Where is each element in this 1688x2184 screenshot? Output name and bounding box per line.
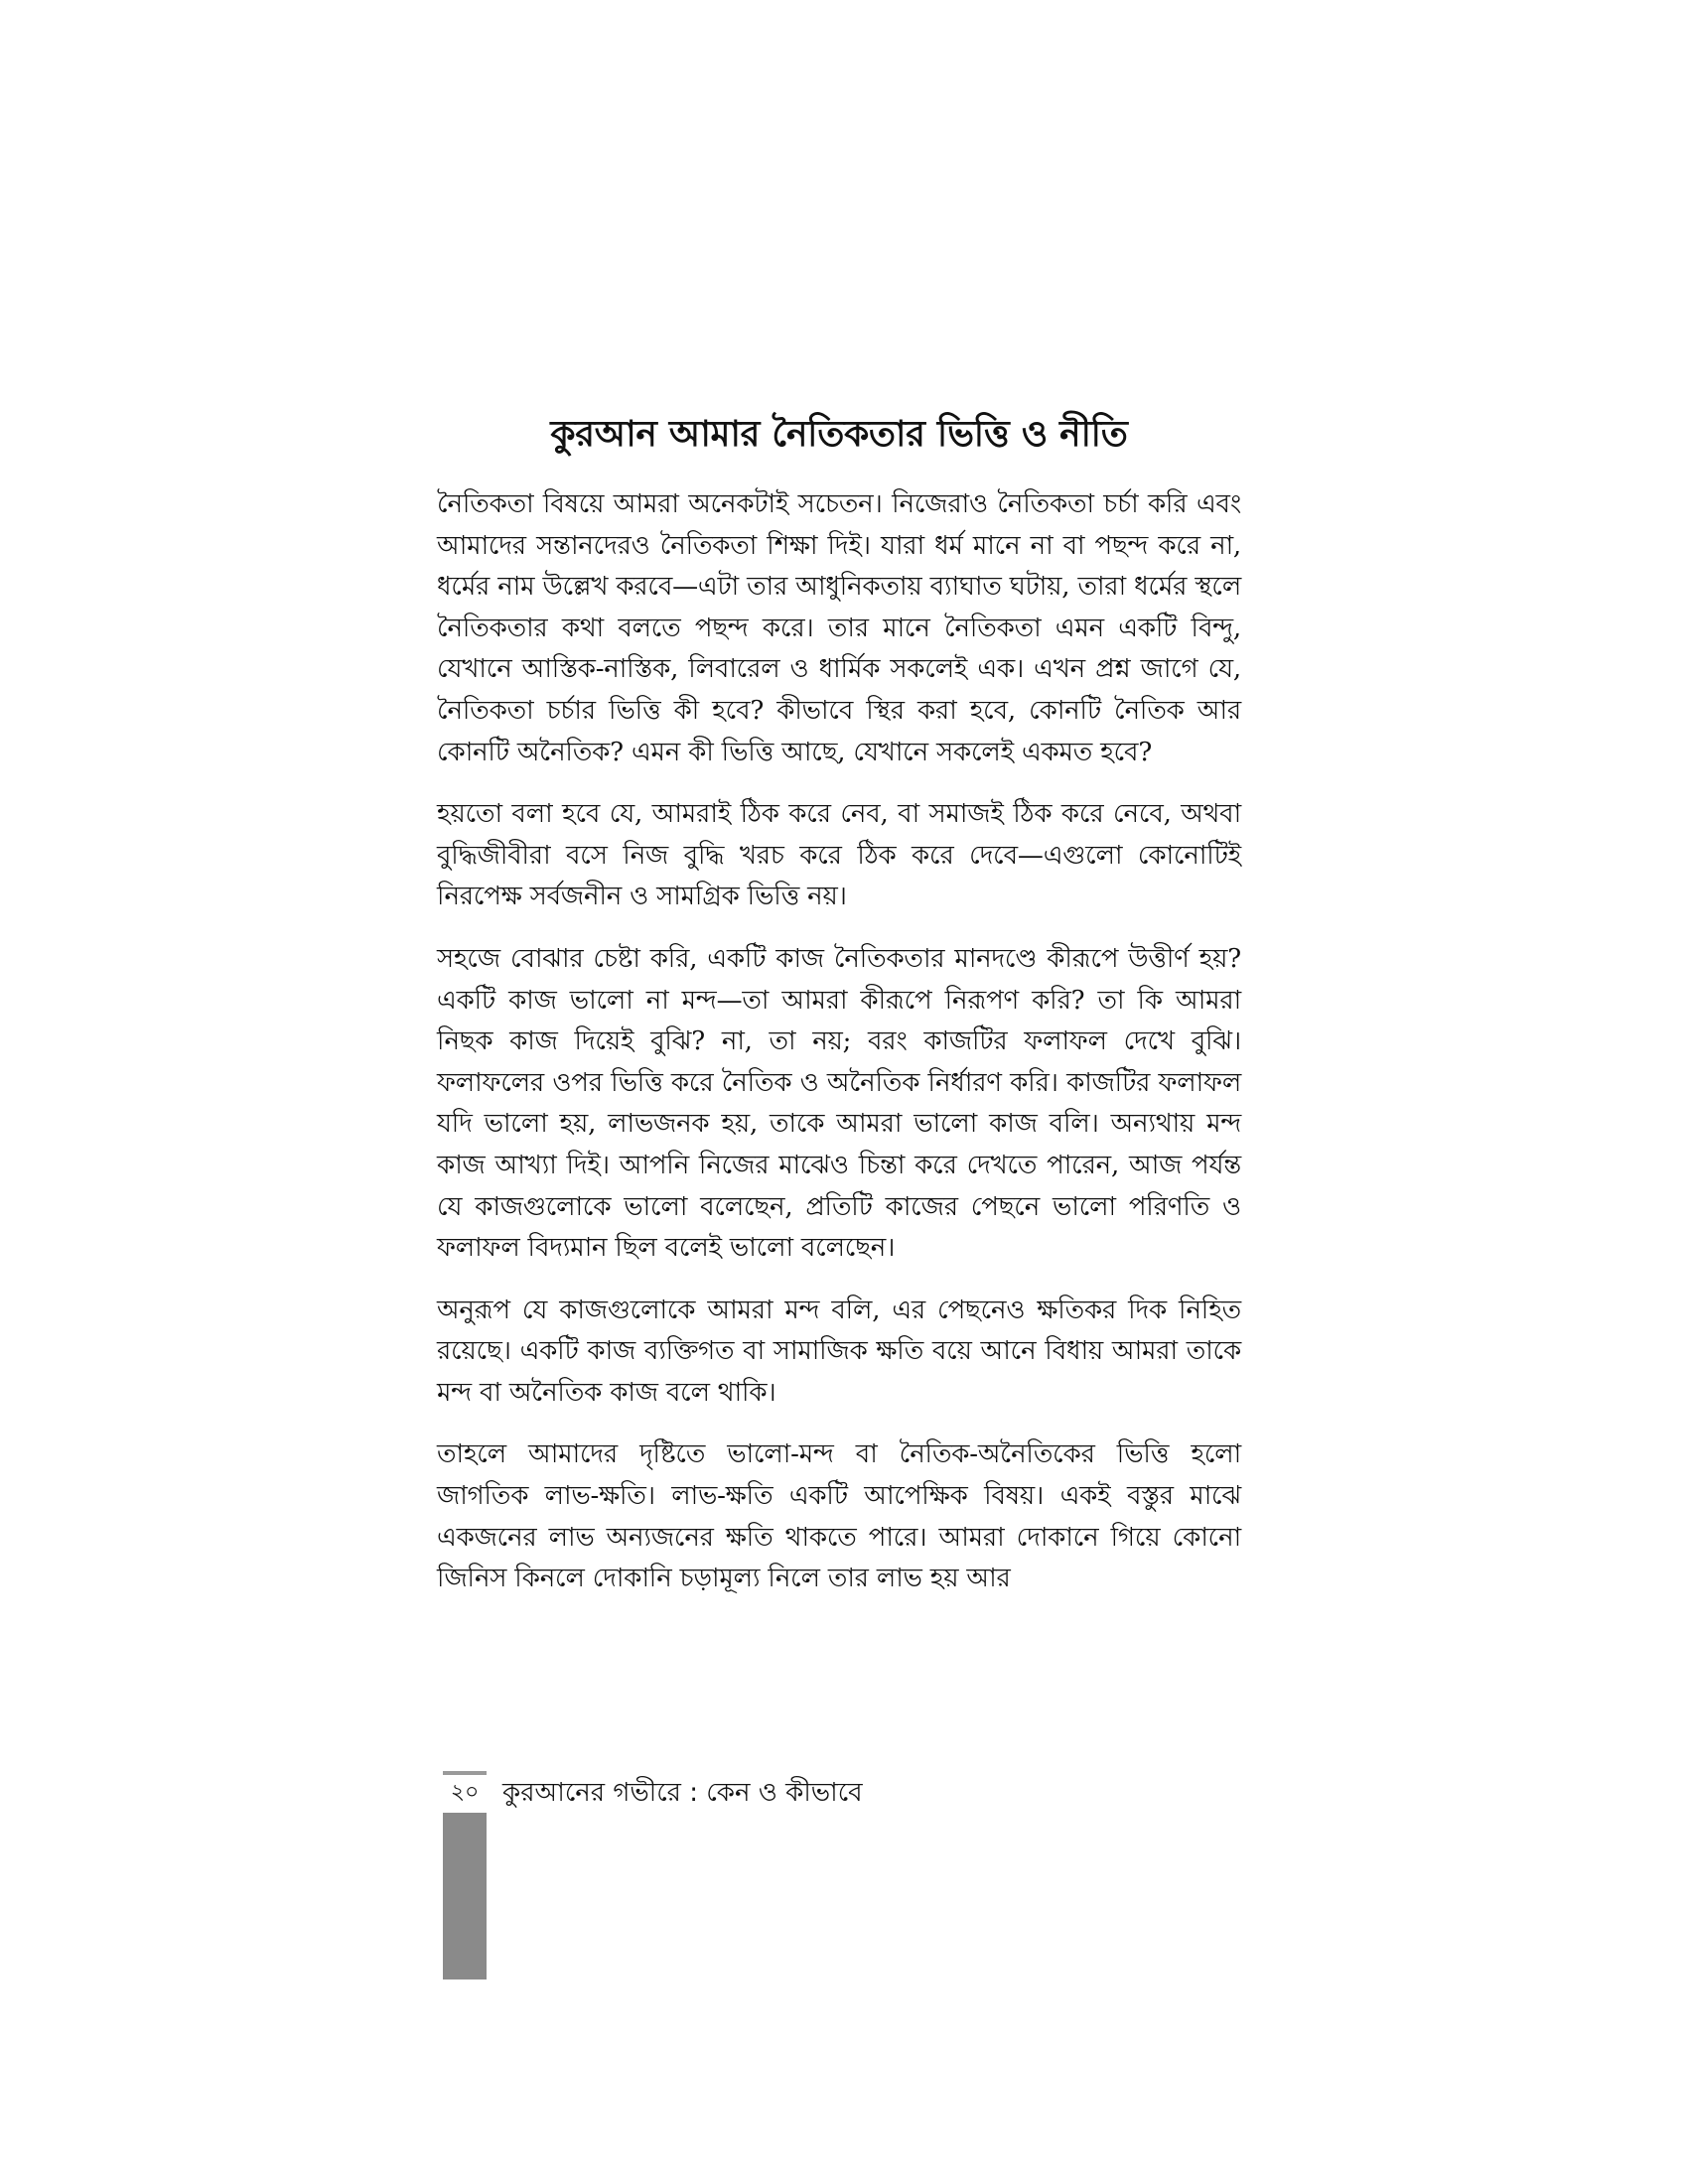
paragraph: নৈতিকতা বিষয়ে আমরা অনেকটাই সচেতন। নিজেরাও নৈতিকতা চর্চা করি এবং আমাদের সন্তানদেরও নৈতিকতা শিক্ষা দিই। যারা ধর্ম মানে না বা পছন্দ করে না, ধর্মের নাম উল্লেখ করবে—এটা তার আধুনিকতায় ব্যাঘাত ঘটায়, তারা ধর্মের স্থলে নৈতিকতার কথা বলতে পছন্দ করে। তার মানে নৈতিকতা এমন একটি বিন্দু, যেখানে আস্তিক-নাস্তিক, লিবারেল ও ধার্মিক সকলেই এক। এখন প্রশ্ন জাগে যে, নৈতিকতা চর্চার ভিত্তি কী হবে? কীভাবে স্থির করা হবে, কোনটি নৈতিক আর কোনটি অনৈতিক? এমন কী ভিত্তি আছে, যেখানে সকলেই একমত হবে? <box>437 489 1241 767</box>
page-footer <box>437 1771 1241 1979</box>
paragraph: তাহলে আমাদের দৃষ্টিতে ভালো-মন্দ বা নৈতিক-অনৈতিকের ভিত্তি হলো জাগতিক লাভ-ক্ষতি। লাভ-ক্ষতি একটি আপেক্ষিক বিষয়। একই বস্তুর মাঝে একজনের লাভ অন্যজনের ক্ষতি থাকতে পারে। আমরা দোকানে গিয়ে কোনো জিনিস কিনলে দোকানি চড়ামূল্য নিলে তার লাভ হয় আর <box>437 1439 1241 1594</box>
page-number: ২০ <box>450 1780 480 1805</box>
chapter-title: কুরআন আমার নৈতিকতার ভিত্তি ও নীতি <box>550 414 1128 455</box>
footer-rule <box>443 1771 487 1775</box>
paragraph: অনুরূপ যে কাজগুলোকে আমরা মন্দ বলি, এর পেছনেও ক্ষতিকর দিক নিহিত রয়েছে। একটি কাজ ব্যক্তিগত বা সামাজিক ক্ষতি বয়ে আনে বিধায় আমরা তাকে মন্দ বা অনৈতিক কাজ বলে থাকি। <box>437 1295 1241 1408</box>
footer-gray-bar <box>443 1813 487 1979</box>
paragraph: হয়তো বলা হবে যে, আমরাই ঠিক করে নেব, বা সমাজই ঠিক করে নেবে, অথবা বুদ্ধিজীবীরা বসে নিজ বুদ্ধি খরচ করে ঠিক করে দেবে—এগুলো কোনোটিই নিরপেক্ষ সর্বজনীন ও সামগ্রিক ভিত্তি নয়। <box>437 799 1241 912</box>
book-page <box>437 0 1241 2184</box>
paragraph: সহজে বোঝার চেষ্টা করি, একটি কাজ নৈতিকতার মানদণ্ডে কীরূপে উত্তীর্ণ হয়? একটি কাজ ভালো না মন্দ—তা আমরা কীরূপে নিরূপণ করি? তা কি আমরা নিছক কাজ দিয়েই বুঝি? না, তা নয়; বরং কাজটির ফলাফল দেখে বুঝি। ফলাফলের ওপর ভিত্তি করে নৈতিক ও অনৈতিক নির্ধারণ করি। কাজটির ফলাফল যদি ভালো হয়, লাভজনক হয়, তাকে আমরা ভালো কাজ বলি। অন্যথায় মন্দ কাজ আখ্যা দিই। আপনি নিজের মাঝেও চিন্তা করে দেখতে পারেন, আজ পর্যন্ত যে কাজগুলোকে ভালো বলেছেন, প্রতিটি কাজের পেছনে ভালো পরিণতি ও ফলাফল বিদ্যমান ছিল বলেই ভালো বলেছেন। <box>437 943 1241 1264</box>
running-footer-title: কুরআনের গভীরে : কেন ও কীভাবে <box>502 1778 863 1808</box>
body-text <box>437 484 1241 1621</box>
